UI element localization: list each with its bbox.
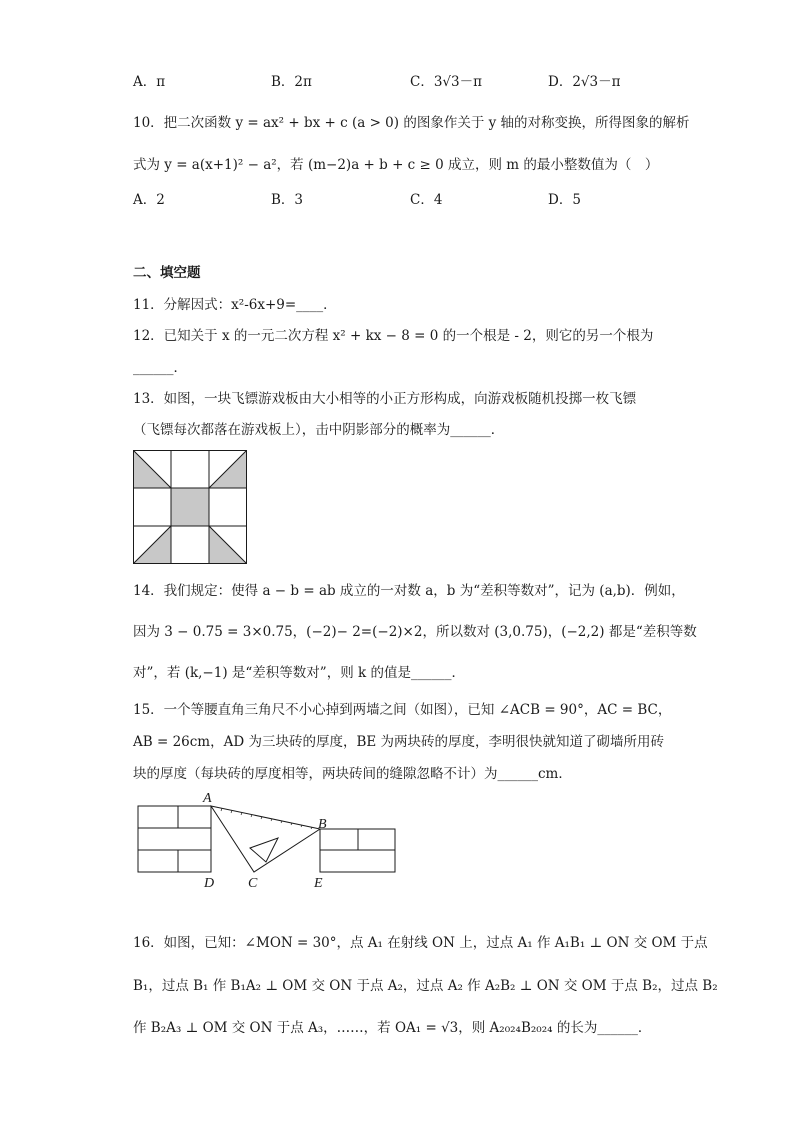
q13-line2: （飞镖每次都落在游戏板上），击中阴影部分的概率为______． bbox=[133, 422, 505, 438]
q15-line3: 块的厚度（每块砖的厚度相等，两块砖间的缝隙忽略不计）为______cm． bbox=[133, 766, 572, 782]
q15-line2: AB = 26cm，AD 为三块砖的厚度，BE 为两块砖的厚度，李明很快就知道了砌墙所用砖 bbox=[133, 734, 665, 750]
shaded-center-square bbox=[171, 488, 209, 526]
q12-line1: 12．已知关于 x 的一元二次方程 x² + kx − 8 = 0 的一个根是 - 2，则它的另一个根为 bbox=[133, 328, 654, 344]
label-c: C bbox=[248, 876, 258, 891]
label-b: B bbox=[318, 817, 327, 832]
section-title: 二、填空题 bbox=[133, 265, 201, 281]
q10-choice-a: A．2 bbox=[133, 192, 165, 208]
q13-line1: 13．如图，一块飞镖游戏板由大小相等的小正方形构成，向游戏板随机投掷一枚飞镖 bbox=[133, 391, 637, 407]
shaded-triangle-bl bbox=[133, 526, 171, 564]
q9-choice-a: A．π bbox=[133, 74, 166, 90]
q14-line2: 因为 3 − 0.75 = 3×0.75，(−2)− 2=(−2)×2，所以数对 (3,0.75)，(−2,2) 都是“差积等数 bbox=[133, 624, 697, 640]
q10-choice-b: B．3 bbox=[271, 192, 304, 208]
q10-line2: 式为 y = a(x+1)² − a²，若 (m−2)a + b + c ≥ 0 成立，则 m 的最小整数值为（ ） bbox=[133, 157, 659, 173]
q14-line3: 对”，若 (k,−1) 是“差积等数对”，则 k 的值是______． bbox=[133, 665, 465, 681]
q10-choice-d: D．5 bbox=[548, 192, 581, 208]
q9-choice-b: B．2π bbox=[271, 74, 312, 90]
q10-line1: 10．把二次函数 y = ax² + bx + c (a > 0) 的图象作关于 y 轴的对称变换，所得图象的解析 bbox=[133, 115, 690, 131]
label-a: A bbox=[203, 791, 212, 806]
q12-line2: ______． bbox=[133, 360, 187, 376]
dartboard-figure bbox=[133, 450, 247, 564]
label-e: E bbox=[314, 876, 323, 891]
shaded-triangle-tr bbox=[209, 450, 247, 488]
q14-line1: 14．我们规定：使得 a − b = ab 成立的一对数 a，b 为“差积等数对”，记为 (a,b)．例如， bbox=[133, 583, 685, 599]
q9-choice-d: D．2√3－π bbox=[548, 74, 621, 90]
shaded-triangle-br bbox=[209, 526, 247, 564]
q16-line3: 作 B₂A₃ ⊥ OM 交 ON 于点 A₃，……，若 OA₁ = √3，则 A₂₀₂₄B₂₀₂₄ 的长为______． bbox=[133, 1020, 652, 1036]
label-d: D bbox=[204, 876, 215, 891]
q16-line1: 16．如图，已知：∠MON = 30°，点 A₁ 在射线 ON 上，过点 A₁ 作 A₁B₁ ⊥ ON 交 OM 于点 bbox=[133, 935, 708, 951]
q10-choice-c: C．4 bbox=[410, 192, 443, 208]
shaded-triangle-tl bbox=[133, 450, 171, 488]
q11: 11．分解因式：x²-6x+9=____． bbox=[133, 297, 337, 313]
q16-line2: B₁，过点 B₁ 作 B₁A₂ ⊥ OM 交 ON 于点 A₂，过点 A₂ 作 A₂B₂ ⊥ ON 交 OM 于点 B₂，过点 B₂ bbox=[133, 978, 718, 994]
q9-choice-c: C．3√3－π bbox=[410, 74, 482, 90]
q15-line1: 15．一个等腰直角三角尺不小心掉到两墙之间（如图），已知 ∠ACB = 90°，AC = BC， bbox=[133, 702, 672, 718]
triangle-wall-figure bbox=[130, 788, 405, 893]
